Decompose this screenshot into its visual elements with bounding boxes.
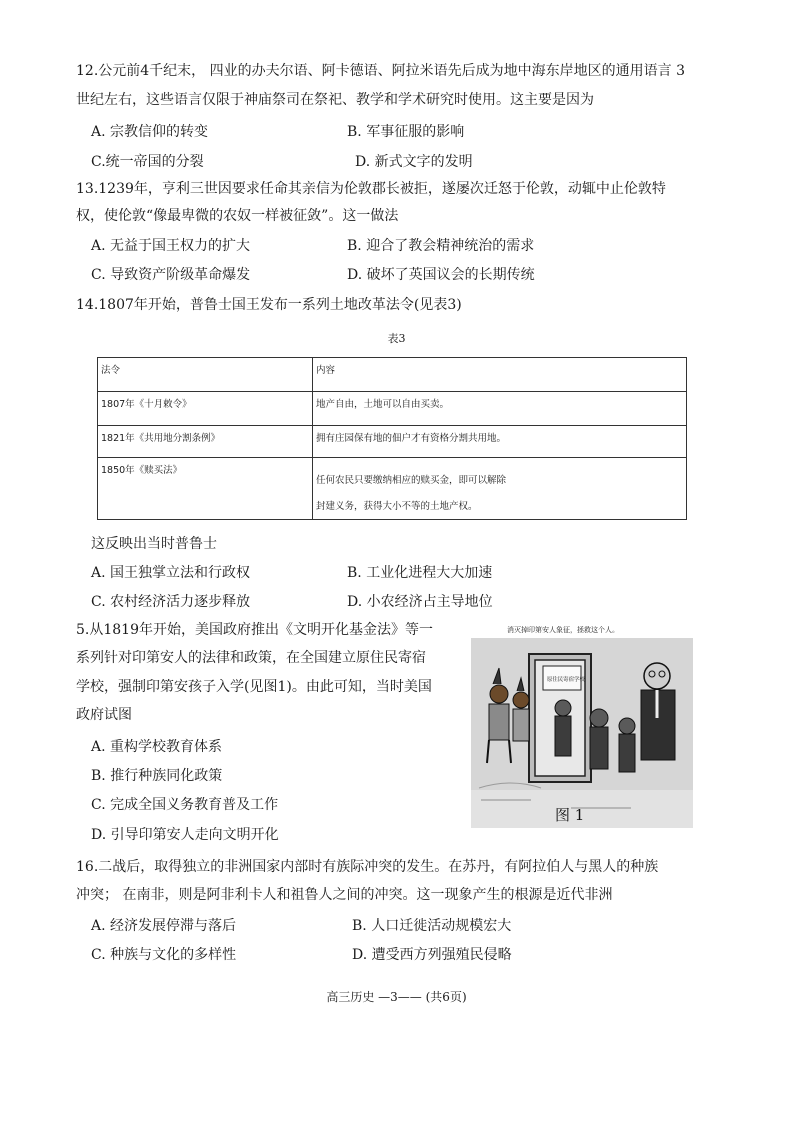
table-cell-law: 1807年《十月敕令》 bbox=[98, 392, 313, 426]
q14-option-b: B. 工业化进程大大加速 bbox=[347, 565, 493, 581]
table-row bbox=[98, 392, 687, 426]
q12-option-b: B. 军事征服的影响 bbox=[347, 124, 465, 140]
q15-option-c: C. 完成全国义务教育普及工作 bbox=[91, 797, 279, 813]
q13-option-b: B. 迎合了教会精神统治的需求 bbox=[347, 238, 535, 254]
table-cell-content bbox=[313, 458, 687, 520]
q16-option-c: C. 种族与文化的多样性 bbox=[91, 947, 237, 963]
door-sign: 原住民寄宿学校 bbox=[547, 677, 585, 683]
table-header-content: 内容 bbox=[313, 358, 687, 392]
q16-stem-line1: 16.二战后，取得独立的非洲国家内部时有族际冲突的发生。在苏丹，有阿拉伯人与黑人的种族 bbox=[76, 859, 659, 875]
q15-option-b: B. 推行种族同化政策 bbox=[91, 768, 223, 784]
q14-option-a: A. 国王独掌立法和行政权 bbox=[91, 565, 251, 581]
q13-stem-line1: 13.1239年，亨利三世因要求任命其亲信为伦敦郡长被拒，遂屡次迁怒于伦敦，动辄中止伦敦特 bbox=[76, 181, 666, 197]
q16-option-b: B. 人口迁徙活动规模宏大 bbox=[352, 918, 512, 934]
q12-stem-line1: 12.公元前4千纪末， 四业的办夫尔语、阿卡德语、阿拉米语先后成为地中海东岸地区的通用语言 3 bbox=[76, 63, 685, 79]
table-cell-content-line2: 封建义务，获得大小不等的土地产权。 bbox=[316, 501, 478, 512]
q13-option-a: A. 无益于国王权力的扩大 bbox=[91, 238, 251, 254]
page-footer: 高三历史 —3—— (共6页) bbox=[326, 990, 467, 1004]
table-header-law: 法令 bbox=[98, 358, 313, 392]
q12-option-d: D. 新式文字的发明 bbox=[355, 154, 473, 170]
q13-option-d: D. 破坏了英国议会的长期传统 bbox=[347, 267, 535, 283]
q15-stem-line4: 政府试图 bbox=[76, 707, 132, 723]
q16-option-d: D. 遭受西方列强殖民侵略 bbox=[352, 947, 512, 963]
table-cell-law: 1850年《赎买法》 bbox=[98, 458, 313, 520]
land-reform-table bbox=[97, 357, 687, 520]
q15-option-d: D. 引导印第安人走向文明开化 bbox=[91, 827, 279, 843]
table-cell-content: 地产自由，土地可以自由买卖。 bbox=[313, 392, 687, 426]
table-cell-content-line1: 任何农民只要缴纳相应的赎买金，即可以解除 bbox=[316, 475, 507, 486]
q15-stem-line1: 5.从1819年开始，美国政府推出《文明开化基金法》等一 bbox=[76, 622, 433, 638]
table-row bbox=[98, 458, 687, 520]
figure-label: 图 1 bbox=[555, 806, 585, 824]
cartoon-image bbox=[471, 638, 693, 828]
q12-option-c: C.统一帝国的分裂 bbox=[91, 154, 204, 170]
figure-top-caption: 消灭掉印第安人象征，拯救这个人。 bbox=[507, 626, 619, 634]
q16-stem-line2: 冲突； 在南非，则是阿非利卡人和祖鲁人之间的冲突。这一现象产生的根源是近代非洲 bbox=[76, 887, 613, 903]
q12-stem-line2: 世纪左右，这些语言仅限于神庙祭司在祭祀、教学和学术研究时使用。这主要是因为 bbox=[76, 92, 594, 108]
q15-stem-line3: 学校，强制印第安孩子入学(见图1)。由此可知，当时美国 bbox=[76, 679, 432, 695]
figure-1 bbox=[471, 622, 693, 828]
q14-stem-line1: 14.1807年开始，普鲁士国王发布一系列土地改革法令(见表3) bbox=[76, 297, 462, 313]
q13-option-c: C. 导致资产阶级革命爆发 bbox=[91, 267, 251, 283]
q14-option-d: D. 小农经济占主导地位 bbox=[347, 594, 493, 610]
q12-option-a: A. 宗教信仰的转变 bbox=[91, 124, 209, 140]
q13-stem-line2: 权，使伦敦“像最卑微的农奴一样被征敛”。这一做法 bbox=[76, 208, 399, 224]
boarding-school-cartoon bbox=[471, 638, 693, 828]
table-cell-law: 1821年《共用地分割条例》 bbox=[98, 426, 313, 458]
q14-option-c: C. 农村经济活力逐步释放 bbox=[91, 594, 251, 610]
table-caption: 表3 bbox=[387, 332, 406, 345]
q14-stem-line2: 这反映出当时普鲁士 bbox=[91, 536, 217, 552]
table-row bbox=[98, 426, 687, 458]
q16-option-a: A. 经济发展停滞与落后 bbox=[91, 918, 237, 934]
q15-option-a: A. 重构学校教育体系 bbox=[91, 739, 223, 755]
table-cell-content: 拥有庄园保有地的佃户才有资格分割共用地。 bbox=[313, 426, 687, 458]
q15-stem-line2: 系列针对印第安人的法律和政策，在全国建立原住民寄宿 bbox=[76, 650, 426, 666]
